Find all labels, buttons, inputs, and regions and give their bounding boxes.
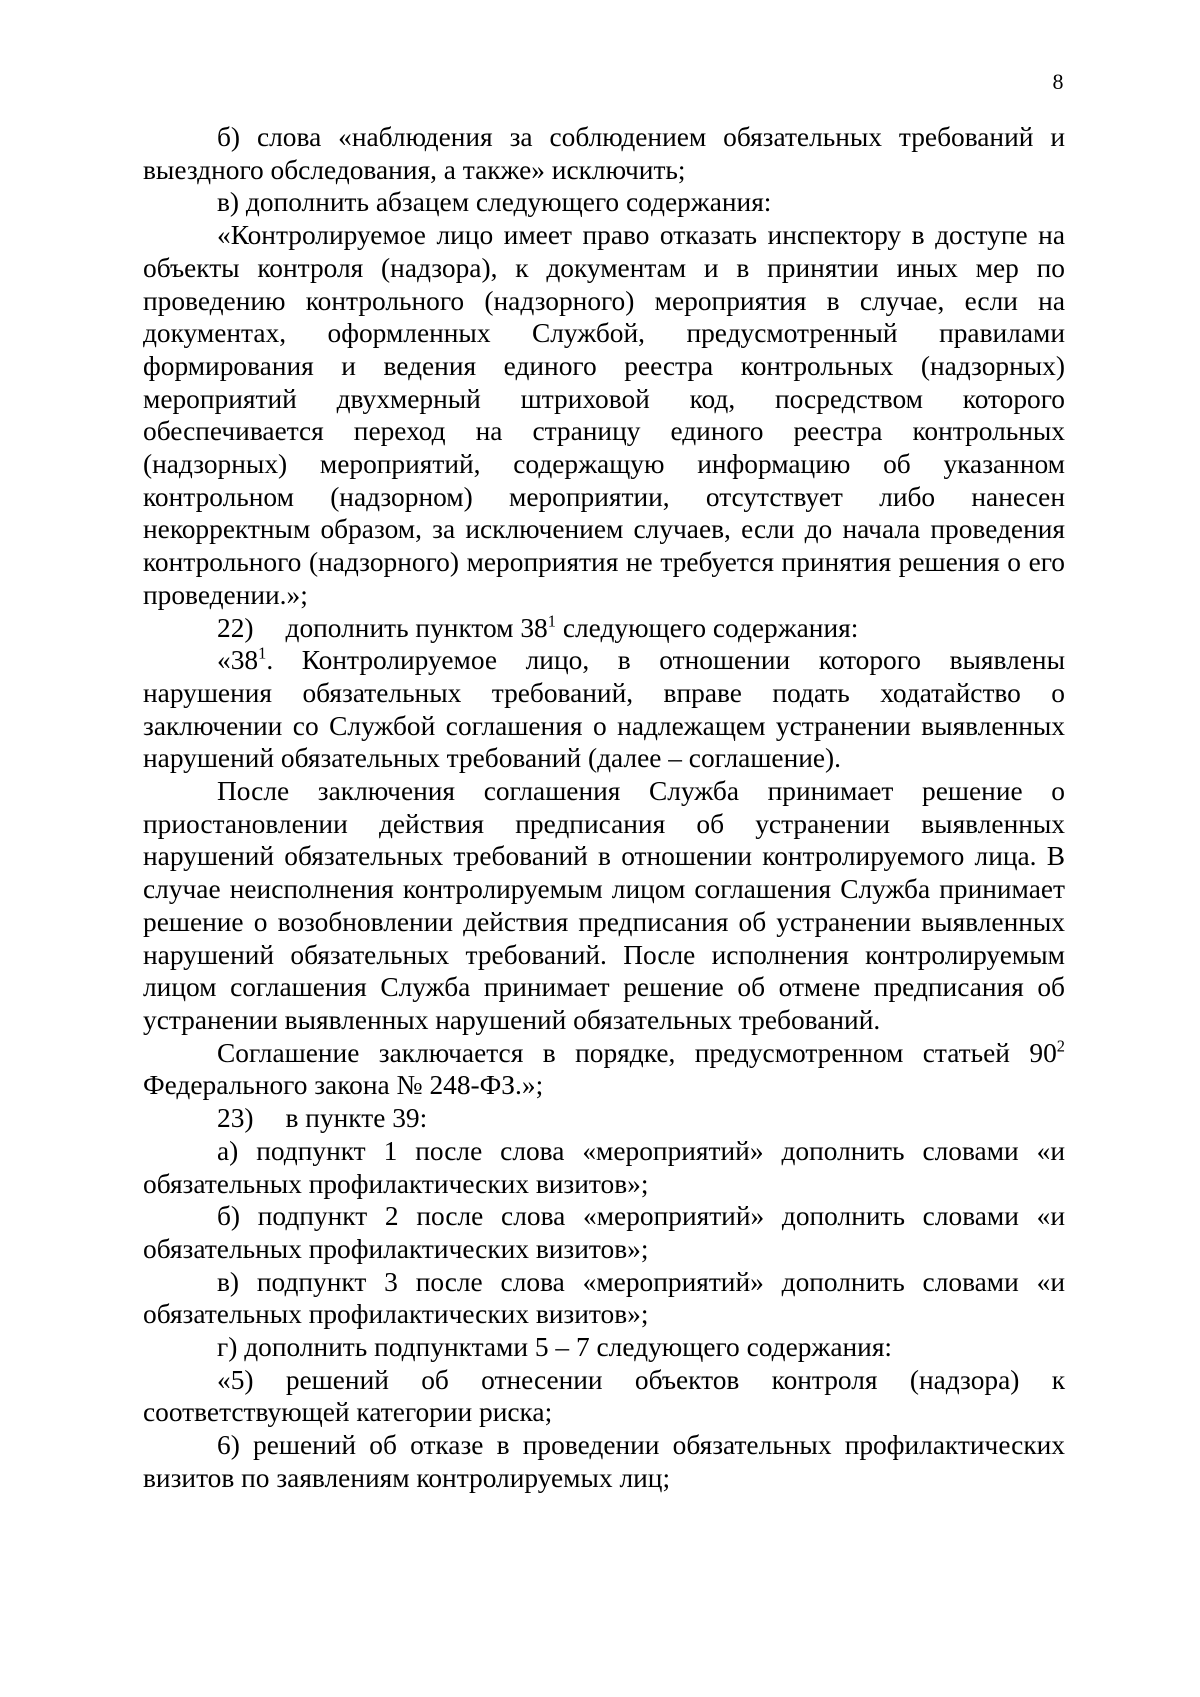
item-22-text-post: следующего содержания:: [555, 612, 859, 643]
subitem-a: а) подпункт 1 после слова «мероприятий» дополнить словами «и обязательных профилактических визитов»;: [143, 1135, 1065, 1199]
paragraph-38-1-pre: «38: [217, 645, 259, 676]
item-22: [143, 612, 1065, 645]
paragraph-inspector-access-refusal: «Контролируемое лицо имеет право отказать инспектору в доступе на объекты контроля (надзора), к документам и в принятии иных мер по проведению контрольного (надзорного) мероприятия в случае, если на документах, оформленных Службой, предусмотренный правилами формирования и ведения единого реестра контрольных (надзорных) мероприятий двухмерный штриховой код, посредством которого обеспечивается переход на страницу единого реестра контрольных (надзорных) мероприятий, содержащую информацию об указанном контрольном (надзорном) мероприятии, отсутствует либо нанесен некорректным образом, за исключением случаев, если до начала проведения контрольного (надзорного) мероприятия не требуется принятия решения о его проведении.»;: [143, 220, 1065, 610]
subitem-g: г) дополнить подпунктами 5 – 7 следующего содержания:: [217, 1332, 893, 1363]
paragraph-b-words-exclude: б) слова «наблюдения за соблюдением обязательных требований и выездного обследования, а также» исключить;: [143, 122, 1065, 185]
item-23: [143, 1102, 1065, 1135]
item-22-superscript: 1: [547, 610, 556, 630]
subitem-b: б) подпункт 2 после слова «мероприятий» дополнить словами «и обязательных профилактических визитов»;: [143, 1201, 1065, 1264]
subpoint-5: «5) решений об отнесении объектов контроля (надзора) к соответствующей категории риска;: [143, 1364, 1065, 1428]
paragraph-agreement-procedure-pre: Соглашение заключается в порядке, предусмотренном статьей 90: [217, 1037, 1057, 1068]
subpoint-6: 6) решений об отказе в проведении обязательных профилактических визитов по заявлениям контролируемых лиц;: [143, 1430, 1065, 1493]
paragraph-38-1-post: . Контролируемое лицо, в отношении которого выявлены нарушения обязательных требований, вправе подать ходатайство о заключении со Службой соглашения о надлежащем устранении выявленных нарушений обязательных требований (далее – соглашение).: [143, 645, 1065, 774]
item-22-number: 22): [217, 612, 254, 643]
paragraph-agreement-procedure-superscript: 2: [1056, 1036, 1065, 1056]
page-number: 8: [1052, 69, 1064, 94]
subitem-v: в) подпункт 3 после слова «мероприятий» дополнить словами «и обязательных профилактических визитов»;: [143, 1266, 1065, 1330]
paragraph-agreement-procedure-post: Федерального закона № 248-ФЗ.»;: [143, 1070, 544, 1101]
item-23-number: 23): [217, 1103, 254, 1134]
paragraph-agreement-procedure: [143, 1037, 1065, 1102]
item-23-text: в пункте 39:: [285, 1103, 428, 1134]
paragraph-38-1-agreement: [143, 644, 1065, 775]
item-22-text-pre: дополнить пунктом 38: [285, 612, 548, 643]
paragraph-after-agreement: После заключения соглашения Служба принимает решение о приостановлении действия предписания об устранении выявленных нарушений обязательных требований в отношении контролируемого лица. В случае неисполнения контролируемым лицом соглашения Служба принимает решение о возобновлении действия предписания об устранении выявленных нарушений обязательных требований. После исполнения контролируемым лицом соглашения Служба принимает решение об отмене предписания об устранении выявленных нарушений обязательных требований.: [143, 776, 1065, 1035]
paragraph-38-1-superscript: 1: [258, 643, 267, 663]
document-body: [143, 121, 1065, 1495]
paragraph-v-add-abzats: в) дополнить абзацем следующего содержания:: [217, 187, 772, 218]
